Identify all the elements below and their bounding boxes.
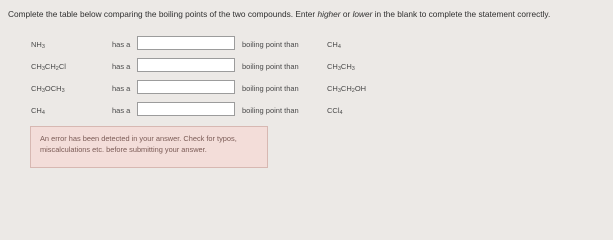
compound-a-formula (31, 62, 66, 71)
has-a-label: has a (112, 84, 131, 93)
compound-a-formula (31, 84, 65, 93)
boiling-point-answer-input[interactable] (137, 102, 235, 116)
instructions-higher: higher (317, 9, 341, 19)
formula-subscript: 4 (41, 110, 45, 116)
boiling-point-than-label: boiling point than (242, 62, 299, 71)
formula-part: CH (340, 84, 352, 93)
instructions-part1: Complete the table below comparing the boiling points of the two compounds. Enter (8, 9, 318, 19)
compound-b-formula (327, 40, 341, 49)
instructions-part2: or (340, 9, 353, 19)
formula-part: OH (354, 84, 367, 93)
compound-a-formula (31, 106, 45, 115)
instructions-lower: lower (352, 9, 373, 19)
formula-part: CH (327, 84, 338, 93)
formula-part: NH (31, 40, 42, 49)
instructions-part3: in the blank to complete the statement correctly. (372, 9, 551, 19)
compound-b-formula (327, 106, 343, 115)
formula-part: CH (31, 84, 42, 93)
formula-part: CH (327, 62, 338, 71)
formula-part: OCH (44, 84, 62, 93)
boiling-point-answer-input[interactable] (137, 58, 235, 72)
comparison-row (0, 34, 613, 54)
has-a-label: has a (112, 62, 131, 71)
boiling-point-than-label: boiling point than (242, 84, 299, 93)
formula-subscript: 2 (55, 66, 59, 72)
has-a-label: has a (112, 106, 131, 115)
boiling-point-answer-input[interactable] (137, 80, 235, 94)
formula-subscript: 3 (41, 44, 45, 50)
boiling-point-than-label: boiling point than (242, 106, 299, 115)
formula-subscript: 2 (351, 88, 355, 94)
formula-part: CH (327, 40, 338, 49)
compound-b-formula (327, 62, 355, 71)
formula-part: CH (31, 106, 42, 115)
compound-a-formula (31, 40, 45, 49)
formula-subscript: 4 (337, 44, 341, 50)
formula-part: Cl (58, 62, 66, 71)
error-message-box (30, 126, 268, 168)
comparison-row (0, 56, 613, 76)
formula-part: CCl (327, 106, 340, 115)
error-message-text: An error has been detected in your answer. Check for typos, miscalculations etc. before submitting your answer. (40, 134, 237, 154)
formula-subscript: 3 (41, 66, 45, 72)
formula-subscript: 3 (351, 66, 355, 72)
comparison-row (0, 100, 613, 120)
formula-part: CH (44, 62, 56, 71)
formula-subscript: 3 (61, 88, 65, 94)
boiling-point-than-label: boiling point than (242, 40, 299, 49)
formula-part: CH (340, 62, 352, 71)
has-a-label: has a (112, 40, 131, 49)
formula-subscript: 3 (337, 66, 341, 72)
compound-b-formula (327, 84, 366, 93)
formula-subscript: 4 (339, 110, 343, 116)
comparison-row (0, 78, 613, 98)
formula-part: CH (31, 62, 42, 71)
boiling-point-answer-input[interactable] (137, 36, 235, 50)
formula-subscript: 3 (41, 88, 45, 94)
formula-subscript: 3 (337, 88, 341, 94)
